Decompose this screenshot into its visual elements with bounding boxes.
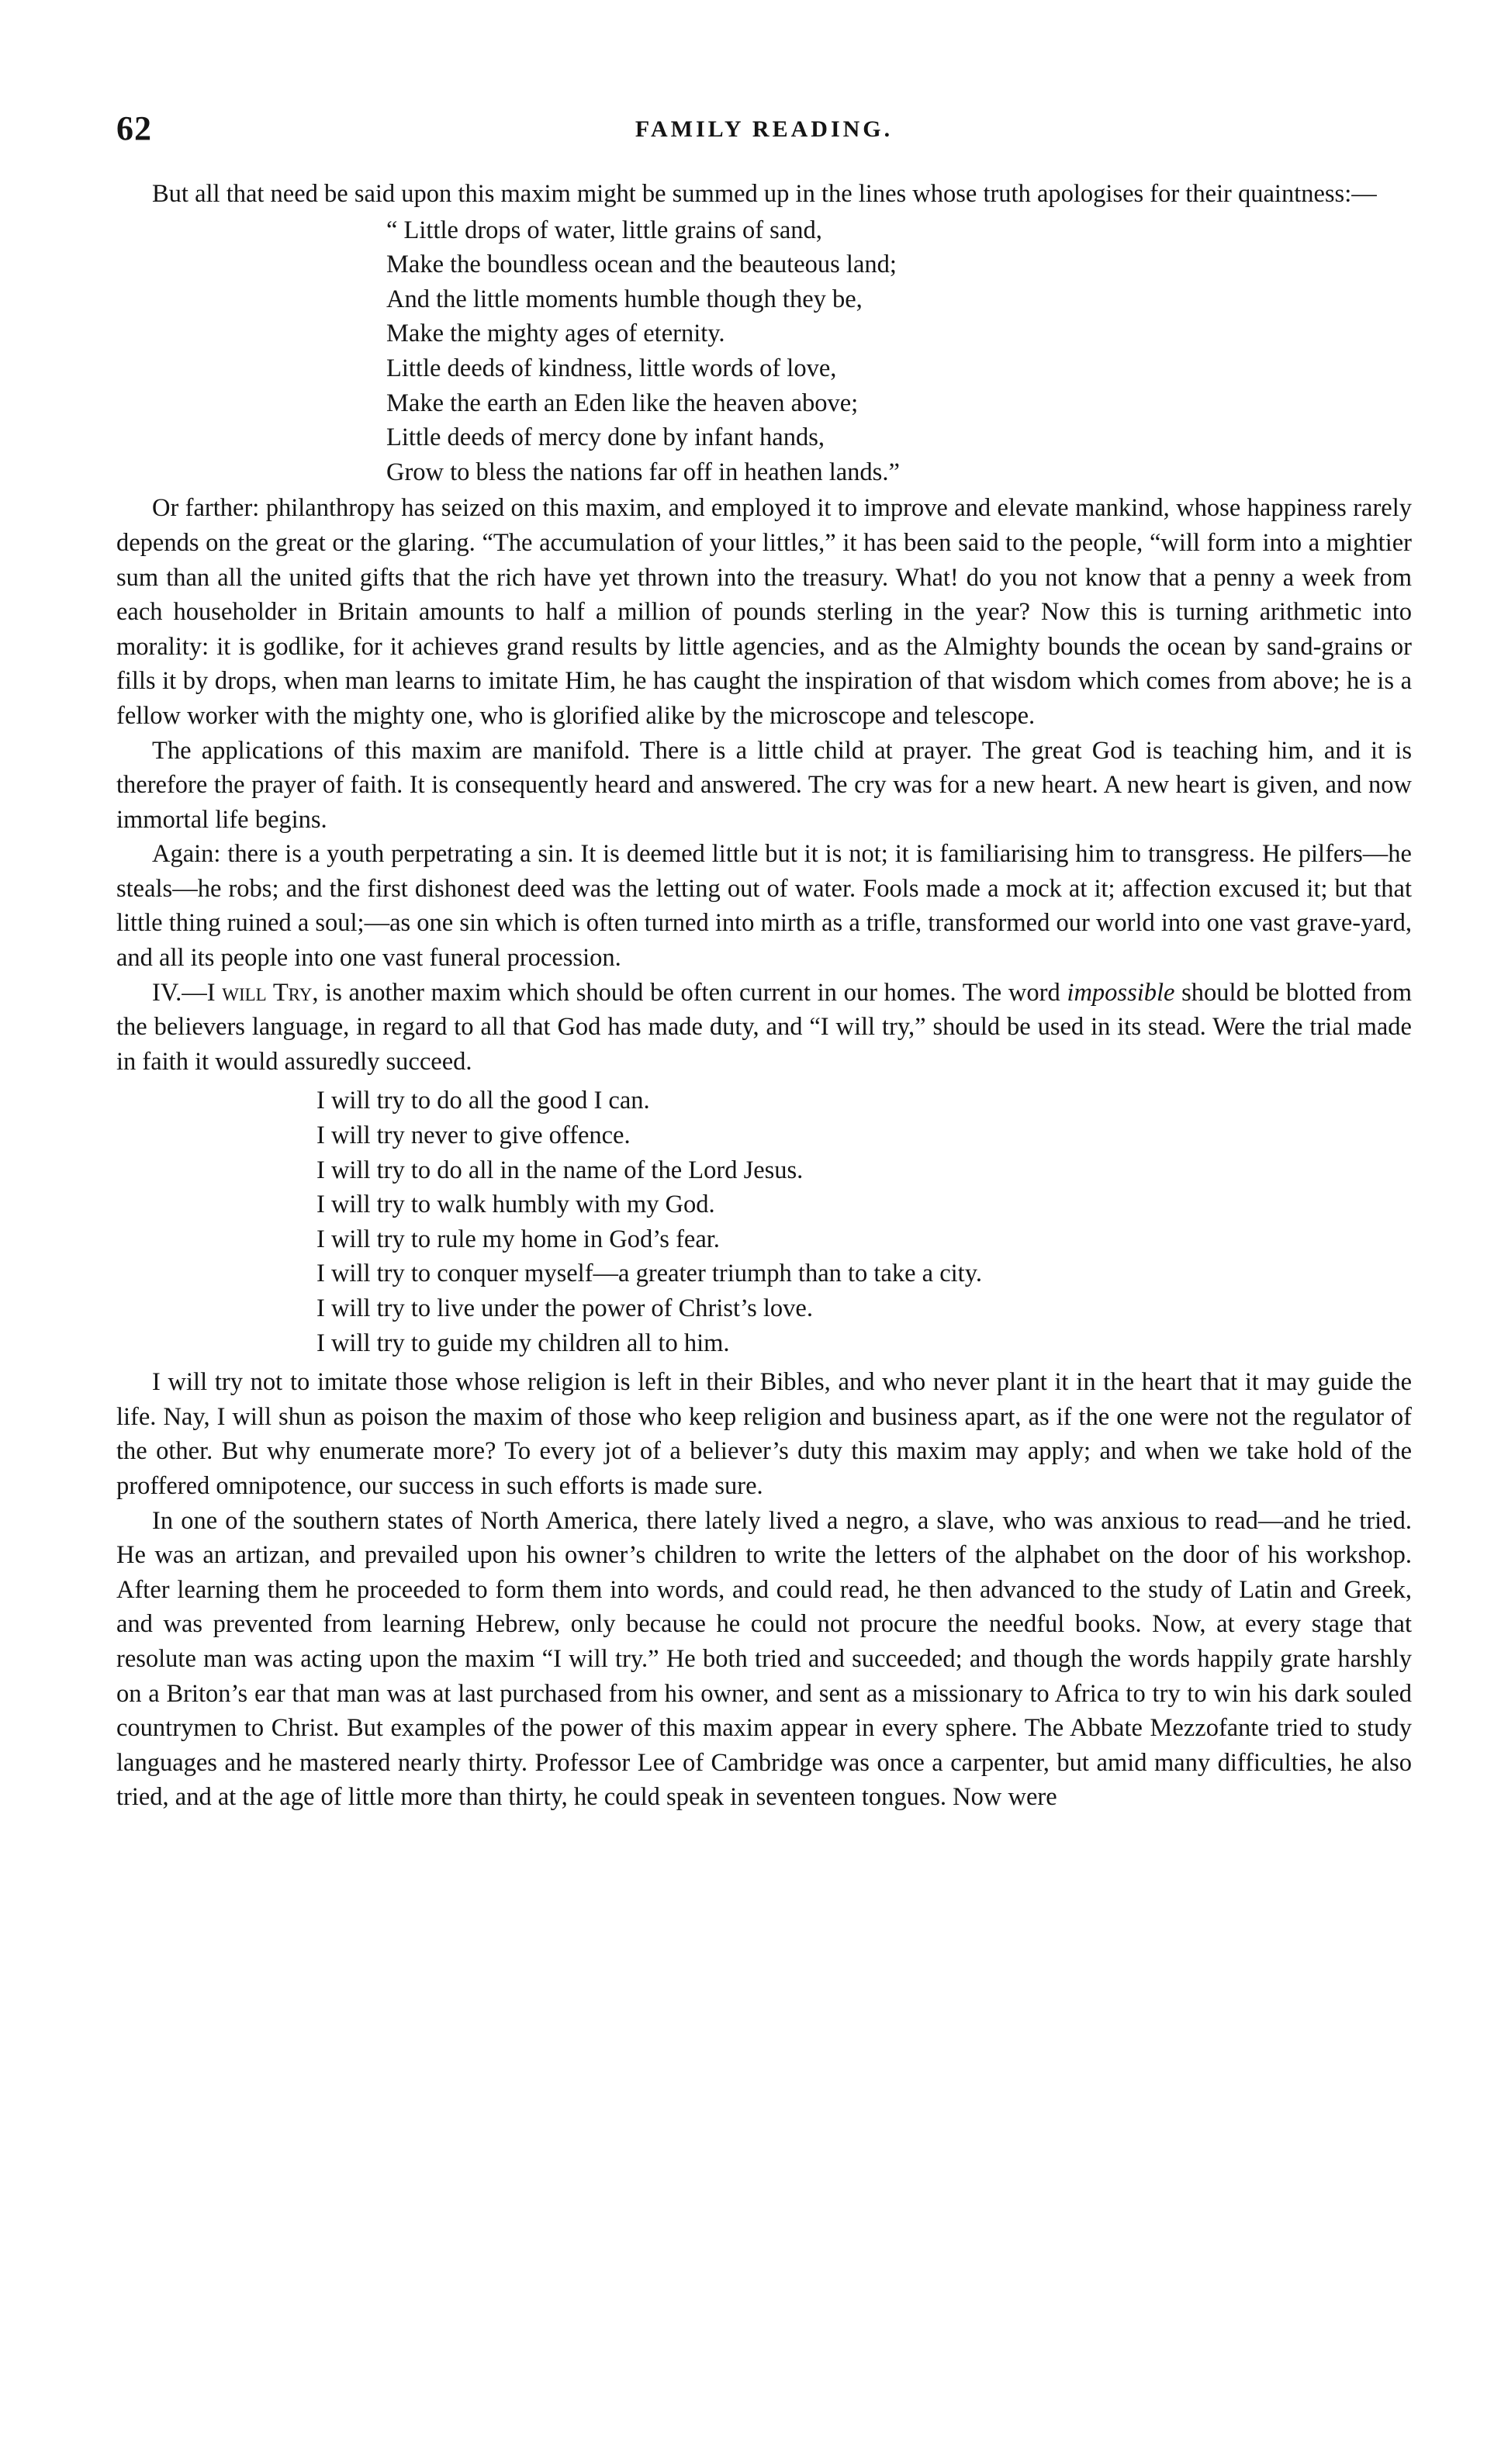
paragraph-imitate: I will try not to imitate those whose religion is left in their Bibles, and who never plant it in the heart that it may guide the life. Nay, I will shun as poison the maxim of those who keep religion and business apart, as if the one were not the regulator of the other. But why enumerate more? To every jot of a believer’s duty this maxim may apply; and when we take hold of the proffered omnipotence, our success in such efforts is made sure. (116, 1368, 1412, 1500)
resolution-line: I will try to walk humbly with my God. (316, 1191, 715, 1219)
resolutions-list (316, 1083, 1412, 1360)
page-header (116, 109, 1412, 155)
paragraph-negro-slave: In one of the southern states of North America, there lately lived a negro, a slave, who was anxious to read—and he tried. He was an artizan, and prevailed upon his owner’s children to write the letters of the alphabet on the door of his workshop. After learning them he proceeded to form them into words, and could read, he then advanced to the study of Latin and Greek, and was prevented from learning Hebrew, only because he could not procure the needful books. Now, at every stage that resolute man was acting upon the maxim “I will try.” He both tried and succeeded; and though the words happily grate harshly on a Briton’s ear that man was at last purchased from his owner, and sent as a missionary to Africa to try to win his dark souled countrymen to Christ. But examples of the power of this maxim appear in every sphere. The Abbate Mezzofante tried to study languages and he mastered nearly thirty. Professor Lee of Cambridge was once a carpenter, but amid many difficulties, he also tried, and at the age of little more than thirty, he could speak in seventeen tongues. Now were (116, 1506, 1412, 1812)
paragraph-child-at-prayer: The applications of this maxim are manifold. There is a little child at prayer. The great God is teaching him, and it is therefore the prayer of faith. It is consequently heard and answered. The cry was for a new heart. A new heart is given, and now immortal life begins. (116, 736, 1412, 834)
italic-word: impossible (1067, 978, 1175, 1007)
verse-line: Grow to bless the nations far off in heathen lands.” (386, 458, 900, 486)
verse-line: “ Little drops of water, little grains of sand, (386, 216, 822, 244)
verse-line: Make the boundless ocean and the beauteous land; (386, 251, 897, 279)
resolution-line: I will try to do all in the name of the Lord Jesus. (316, 1156, 804, 1184)
resolution-line: I will try never to give offence. (316, 1121, 631, 1150)
verse-line: Little deeds of mercy done by infant hands, (386, 423, 825, 452)
resolution-line: I will try to rule my home in God’s fear. (316, 1225, 720, 1253)
section-numeral: IV.— (152, 978, 207, 1007)
paragraph-maxim-iv (116, 976, 1412, 1080)
verse-line: Little deeds of kindness, little words of love, (386, 354, 837, 382)
paragraph-youth-sin: Again: there is a youth perpetrating a sin. It is deemed little but it is not; it is familiarising him to transgress. He pilfers—he steals—he robs; and the first dishonest deed was the letting out of water. Fools made a mock at it; affection excused it; but that little thing ruined a soul;—as one sin which is often turned into mirth as a trifle, transformed our world into one vast grave-yard, and all its people into one vast funeral procession. (116, 840, 1412, 973)
resolution-line: I will try to do all the good I can. (316, 1087, 650, 1115)
running-title: FAMILY READING. (635, 116, 894, 142)
verse-line: And the little moments humble though they be, (386, 285, 863, 313)
maxim-text-b: should be blotted from the believers language, in regard to all that God has made duty, and “I will try,” should be used in its stead. Were the trial made in faith it would assuredly succeed. (116, 978, 1412, 1076)
body-text (116, 177, 1412, 1815)
paragraph-philanthropy: Or farther: philanthropy has seized on this maxim, and employed it to improve and elevate mankind, whose happiness rarely depends on the great or the glaring. “The accumulation of your littles,” it has been said to the people, “will form into a mightier sum than all the united gifts that the rich have yet thrown into the treasury. What! do you not know that a penny a week from each householder in Britain amounts to half a million of pounds sterling in the year? Now this is turning arithmetic into morality: it is godlike, for it achieves grand results by little agencies, and as the Almighty bounds the ocean by sand-grains or fills it by drops, when man learns to imitate Him, he has caught the inspiration of that wisdom which comes from above; he is a fellow worker with the mighty one, who is glorified alike by the microscope and telescope. (116, 494, 1412, 730)
resolution-line: I will try to conquer myself—a greater triumph than to take a city. (316, 1260, 982, 1288)
verse-little-drops (386, 213, 1412, 490)
paragraph-maxim-summary: But all that need be said upon this maxim might be summed up in the lines whose truth apologises for their quaintness:— (152, 180, 1377, 208)
resolution-line: I will try to guide my children all to him. (316, 1329, 730, 1357)
verse-line: Make the earth an Eden like the heaven above; (386, 389, 859, 417)
maxim-title: I will Try, (206, 978, 319, 1007)
resolution-line: I will try to live under the power of Christ’s love. (316, 1294, 813, 1322)
maxim-text-a: is another maxim which should be often current in our homes. The word (318, 978, 1067, 1007)
verse-line: Make the mighty ages of eternity. (386, 320, 725, 348)
page-number: 62 (116, 109, 152, 147)
